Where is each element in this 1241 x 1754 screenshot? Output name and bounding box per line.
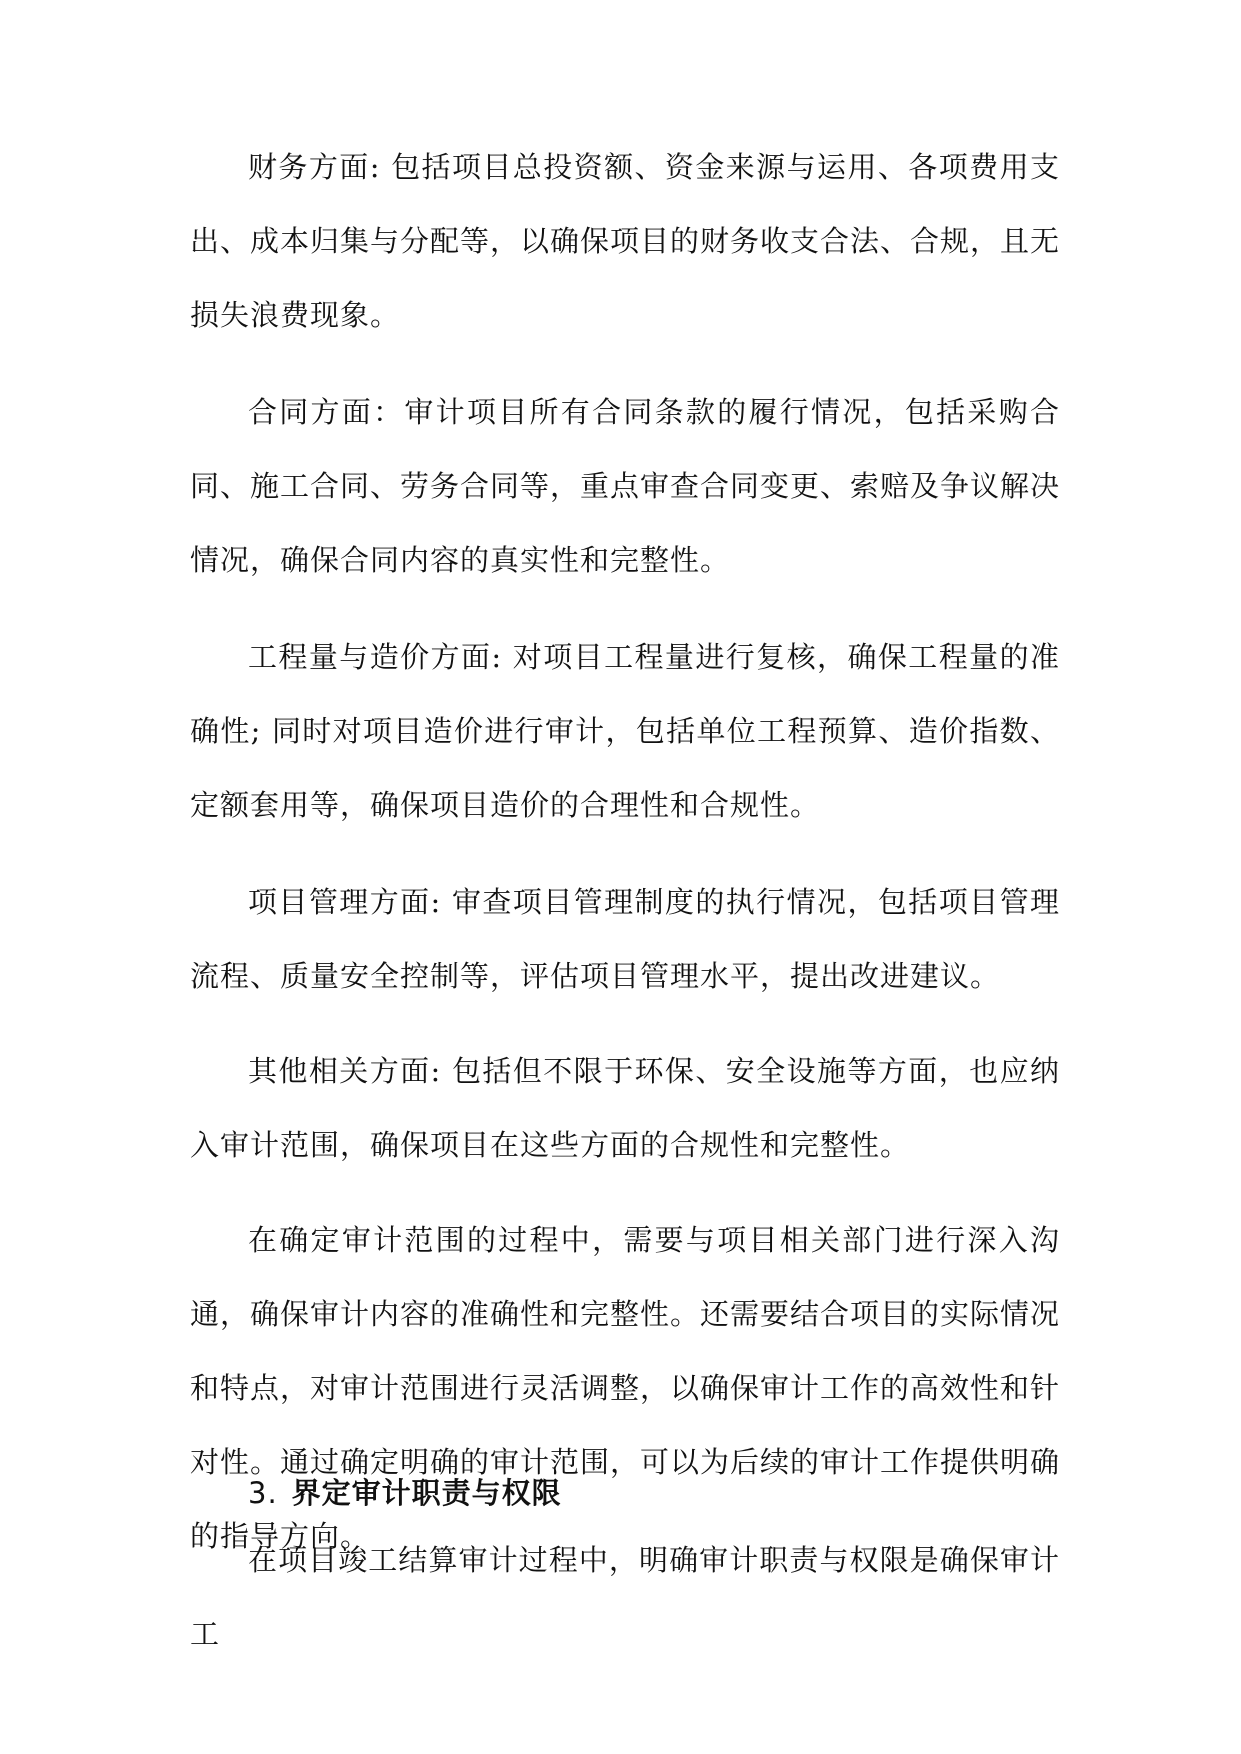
paragraph-scope-determination: 在确定审计范围的过程中，需要与项目相关部门进行深入沟通，确保审计内容的准确性和完整性。还需要结合项目的实际情况和特点，对审计范围进行灵活调整，以确保审计工作的高效性和针对性。通过确定明确的审计范围，可以为后续的审计工作提供明确的指导方向。 (190, 1223, 1061, 1553)
paragraph-project-management: 项目管理方面: 审查项目管理制度的执行情况，包括项目管理流程、质量安全控制等，评估项目管理水平，提出改进建议。 (190, 885, 1060, 993)
section-title: 界定审计职责与权限 (291, 1476, 562, 1510)
paragraph-finance: 财务方面: 包括项目总投资额、资金来源与运用、各项费用支出、成本归集与分配等，以确保项目的财务收支合法、合规，且无损失浪费现象。 (190, 150, 1061, 332)
paragraph-contract: 合同方面：审计项目所有合同条款的履行情况，包括采购合同、施工合同、劳务合同等，重点审查合同变更、索赔及争议解决情况，确保合同内容的真实性和完整性。 (190, 395, 1061, 577)
section-heading (248, 1473, 562, 1513)
section-number: 3. (248, 1476, 278, 1510)
paragraph-other-aspects: 其他相关方面: 包括但不限于环保、安全设施等方面，也应纳入审计范围，确保项目在这些方面的合规性和完整性。 (190, 1054, 1060, 1162)
paragraph-quantity-cost: 工程量与造价方面: 对项目工程量进行复核，确保工程量的准确性; 同时对项目造价进行审计，包括单位工程预算、造价指数、定额套用等，确保项目造价的合理性和合规性。 (190, 640, 1060, 822)
paragraph-responsibilities: 在项目竣工结算审计过程中，明确审计职责与权限是确保审计工 (190, 1543, 1060, 1651)
